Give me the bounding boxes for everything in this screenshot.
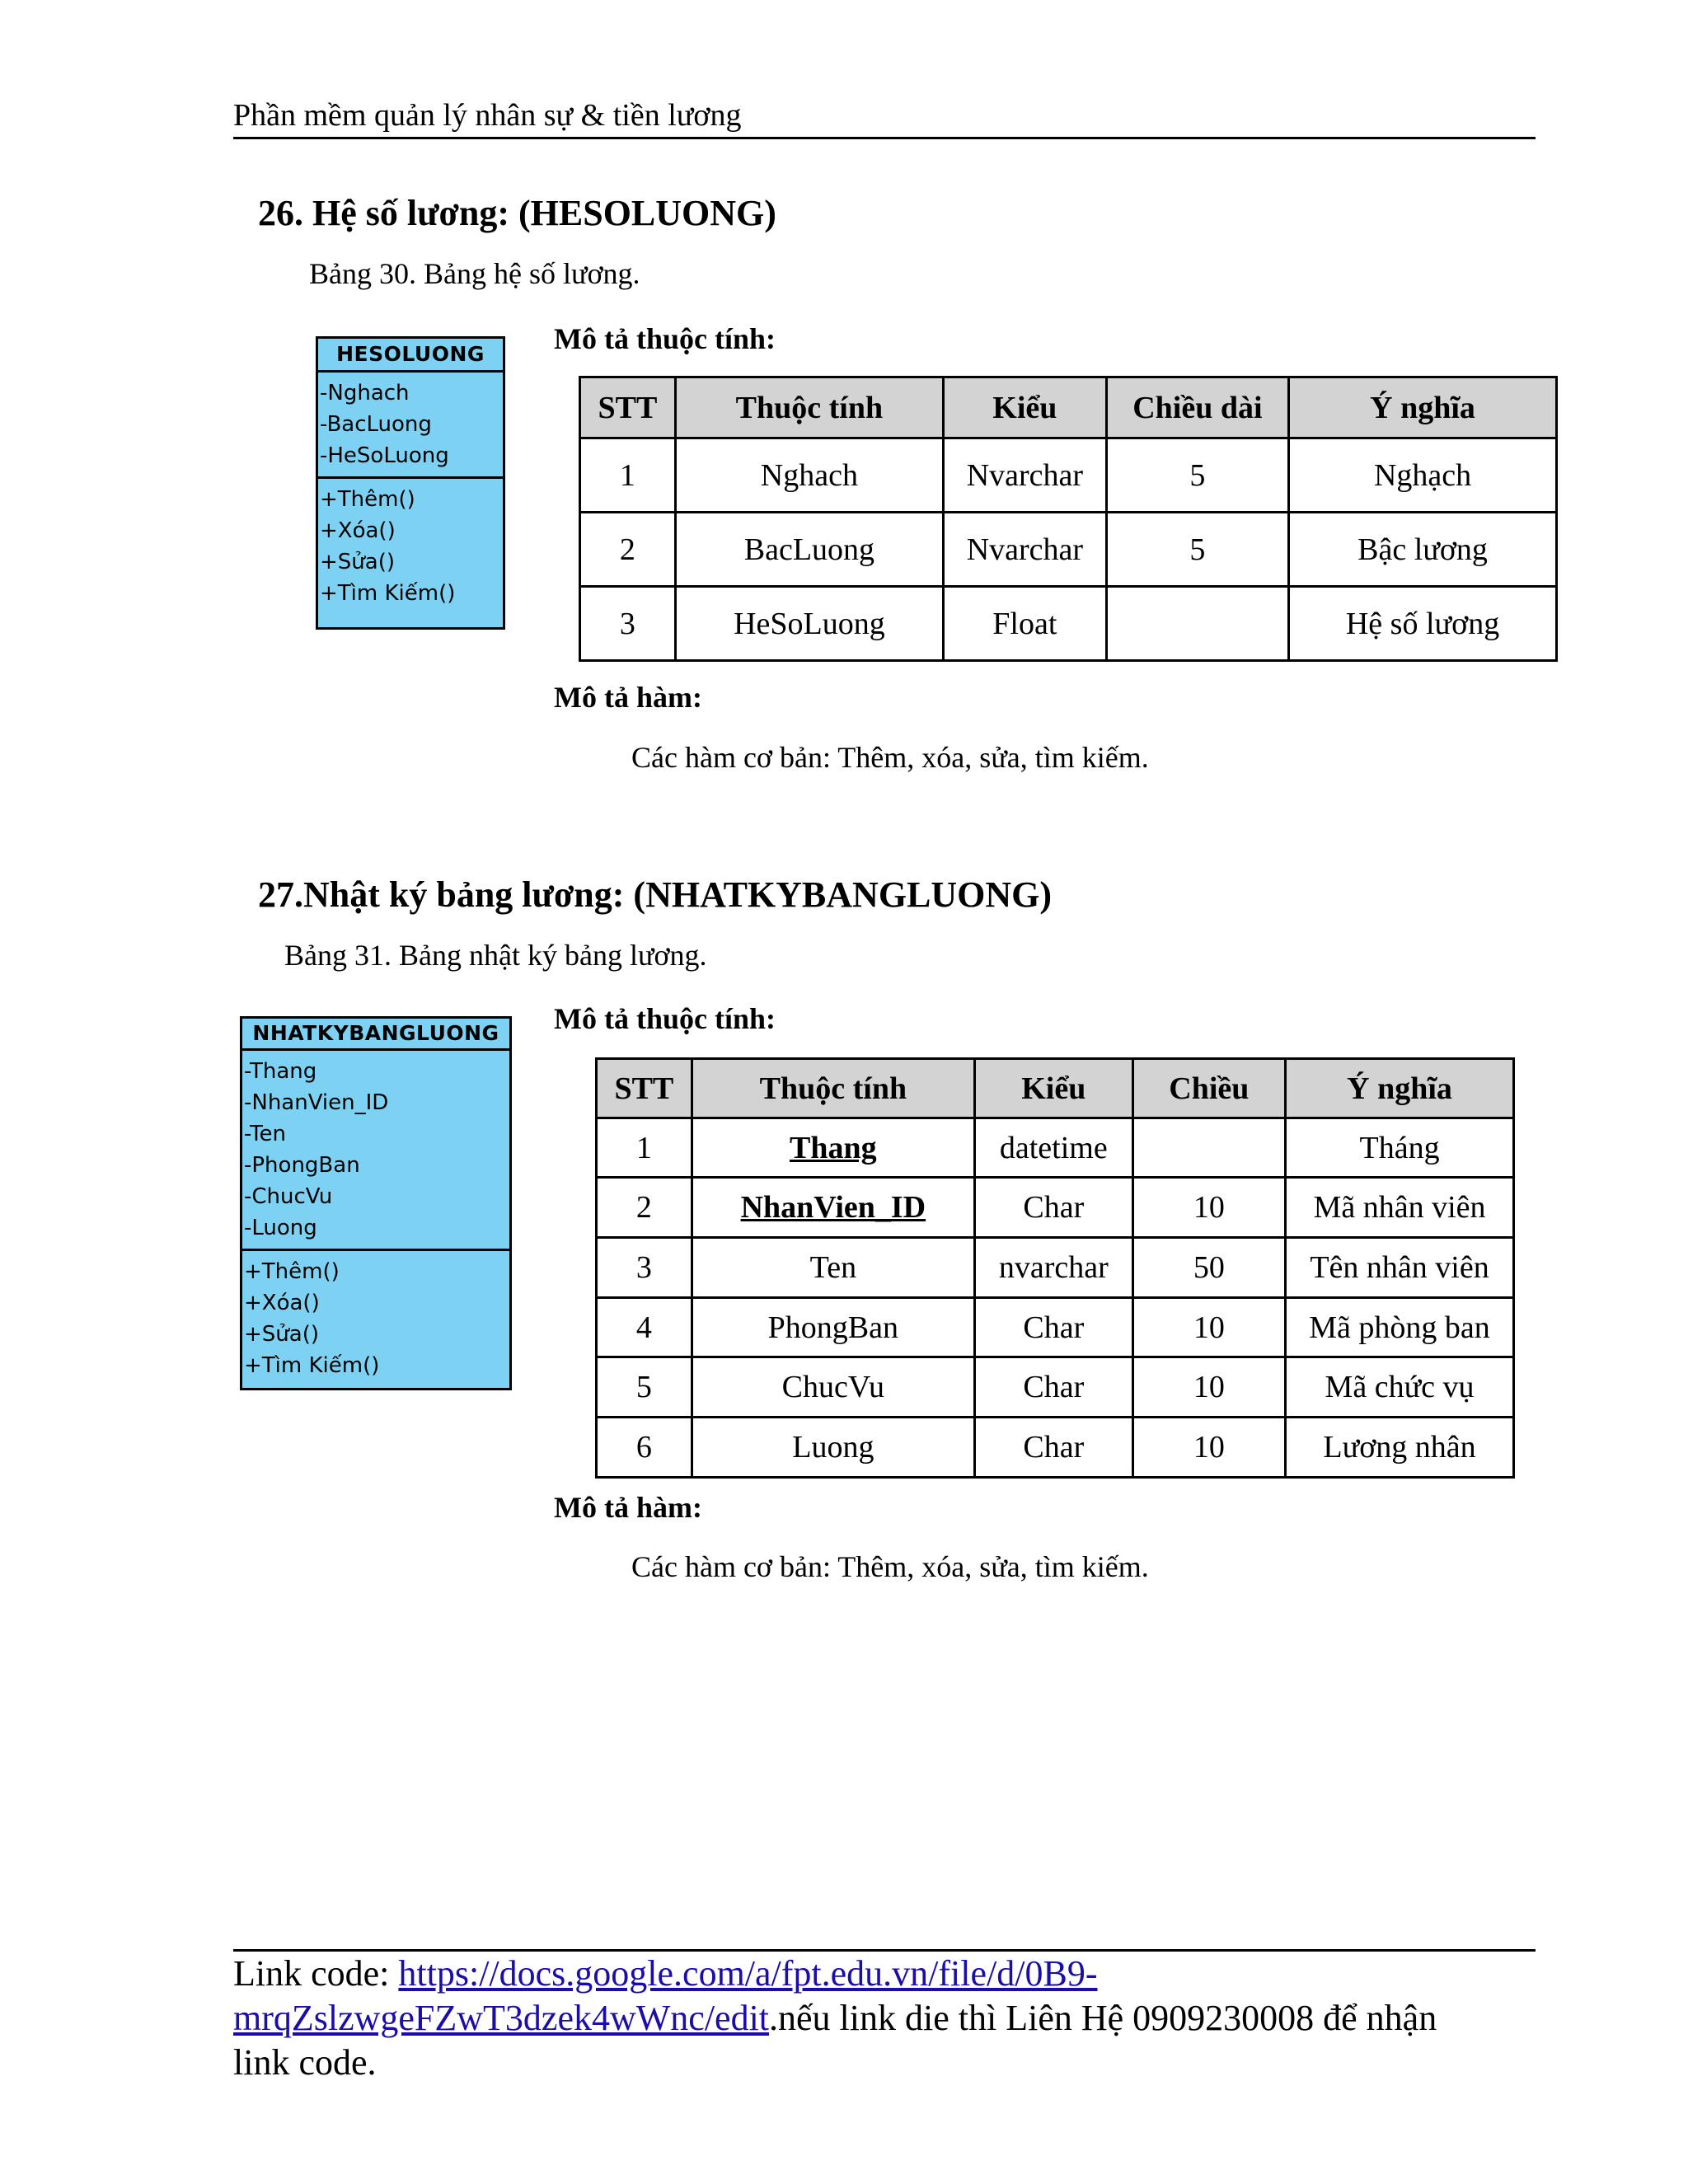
uml-operations xyxy=(318,479,503,614)
uml-attribute: -BacLuong xyxy=(320,412,432,437)
table-header-row xyxy=(597,1059,1514,1118)
cell-stt: 1 xyxy=(597,1118,692,1178)
uml-operations xyxy=(242,1251,509,1386)
cell-attribute: Luong xyxy=(692,1418,974,1478)
footer-line-2 xyxy=(233,1996,1536,2041)
page-header-title: Phần mềm quản lý nhân sự & tiền lương xyxy=(233,98,742,133)
uml-operation: +Sửa() xyxy=(244,1322,319,1347)
col-header-attribute: Thuộc tính xyxy=(675,377,943,438)
cell-length: 50 xyxy=(1132,1238,1285,1298)
uml-operation: +Sửa() xyxy=(320,550,395,574)
col-header-stt: STT xyxy=(597,1059,692,1118)
cell-meaning: Mã nhân viên xyxy=(1286,1178,1514,1238)
col-header-length: Chiều xyxy=(1132,1059,1285,1118)
cell-attribute: HeSoLuong xyxy=(675,587,943,661)
cell-meaning: Mã phòng ban xyxy=(1286,1298,1514,1357)
footer-line-1 xyxy=(233,1952,1536,1996)
uml-attribute: -HeSoLuong xyxy=(320,443,449,468)
uml-attributes xyxy=(242,1051,509,1251)
uml-operation: +Thêm() xyxy=(320,487,415,512)
table-row xyxy=(597,1418,1514,1478)
cell-stt: 1 xyxy=(580,438,676,513)
code-link-part2[interactable]: mrqZslzwgeFZwT3dzek4wWnc/edit xyxy=(233,1998,770,2038)
cell-stt: 5 xyxy=(597,1357,692,1418)
cell-attribute: PhongBan xyxy=(692,1298,974,1357)
cell-stt: 6 xyxy=(597,1418,692,1478)
uml-operation: +Tìm Kiếm() xyxy=(320,581,456,606)
table-caption-31: Bảng 31. Bảng nhật ký bảng lương. xyxy=(284,939,707,972)
section-title-nhatkybangluong: 27.Nhật ký bảng lương: (NHATKYBANGLUONG) xyxy=(258,874,1053,915)
table-row xyxy=(580,438,1557,513)
table-caption-30: Bảng 30. Bảng hệ số lương. xyxy=(309,257,640,290)
uml-attributes xyxy=(318,373,503,479)
section-title-hesoluong: 26. Hệ số lương: (HESOLUONG) xyxy=(258,193,776,233)
cell-stt: 2 xyxy=(580,513,676,587)
table-row xyxy=(597,1357,1514,1418)
code-link-part1[interactable]: https://docs.google.com/a/fpt.edu.vn/file/d/0B9- xyxy=(398,1953,1098,1994)
function-description-heading: Mô tả hàm: xyxy=(554,681,702,714)
cell-attribute: Nghach xyxy=(675,438,943,513)
cell-type: Char xyxy=(974,1178,1132,1238)
link-code-label: Link code: xyxy=(233,1953,399,1994)
cell-meaning: Lương nhân xyxy=(1286,1418,1514,1478)
col-header-stt: STT xyxy=(580,377,676,438)
cell-stt: 3 xyxy=(580,587,676,661)
footer-last-line: link code. xyxy=(233,2042,377,2083)
table-row xyxy=(597,1238,1514,1298)
cell-type: Char xyxy=(974,1298,1132,1357)
table-row xyxy=(580,587,1557,661)
cell-type: nvarchar xyxy=(974,1238,1132,1298)
cell-attribute: Ten xyxy=(692,1238,974,1298)
uml-attribute: -Ten xyxy=(244,1122,286,1146)
cell-meaning: Tên nhân viên xyxy=(1286,1238,1514,1298)
cell-meaning: Tháng xyxy=(1286,1118,1514,1178)
cell-meaning: Hệ số lương xyxy=(1289,587,1557,661)
table-row xyxy=(597,1298,1514,1357)
table-row xyxy=(580,513,1557,587)
cell-attribute-key: NhanVien_ID xyxy=(692,1178,974,1238)
cell-attribute: BacLuong xyxy=(675,513,943,587)
cell-type: datetime xyxy=(974,1118,1132,1178)
uml-class-nhatkybangluong xyxy=(240,1016,512,1390)
uml-attribute: -Nghach xyxy=(320,381,410,405)
cell-length: 10 xyxy=(1132,1418,1285,1478)
attribute-table-hesoluong xyxy=(579,376,1558,662)
uml-operation: +Tìm Kiếm() xyxy=(244,1353,380,1378)
uml-attribute: -PhongBan xyxy=(244,1153,360,1178)
cell-type: Float xyxy=(944,587,1107,661)
cell-length xyxy=(1132,1118,1285,1178)
cell-meaning: Mã chức vụ xyxy=(1286,1357,1514,1418)
function-description-text: Các hàm cơ bản: Thêm, xóa, sửa, tìm kiếm. xyxy=(631,1550,1149,1583)
cell-stt: 3 xyxy=(597,1238,692,1298)
cell-attribute: ChucVu xyxy=(692,1357,974,1418)
cell-length: 10 xyxy=(1132,1357,1285,1418)
function-description-heading: Mô tả hàm: xyxy=(554,1491,702,1524)
table-row xyxy=(597,1118,1514,1178)
uml-class-name: HESOLUONG xyxy=(318,339,503,373)
cell-length: 10 xyxy=(1132,1298,1285,1357)
cell-length: 5 xyxy=(1106,513,1288,587)
function-description-text: Các hàm cơ bản: Thêm, xóa, sửa, tìm kiếm. xyxy=(631,741,1149,774)
cell-type: Nvarchar xyxy=(944,438,1107,513)
footer-contact-text: .nếu link die thì Liên Hệ 0909230008 để nhận xyxy=(769,1998,1437,2038)
cell-length: 5 xyxy=(1106,438,1288,513)
uml-class-hesoluong xyxy=(316,336,505,630)
table-row xyxy=(597,1178,1514,1238)
uml-attribute: -ChucVu xyxy=(244,1184,333,1209)
col-header-length: Chiều dài xyxy=(1106,377,1288,438)
uml-operation: +Thêm() xyxy=(244,1259,340,1284)
col-header-meaning: Ý nghĩa xyxy=(1289,377,1557,438)
cell-stt: 2 xyxy=(597,1178,692,1238)
table-header-row xyxy=(580,377,1557,438)
col-header-meaning: Ý nghĩa xyxy=(1286,1059,1514,1118)
cell-type: Char xyxy=(974,1357,1132,1418)
uml-class-name: NHATKYBANGLUONG xyxy=(242,1019,509,1051)
uml-attribute: -Thang xyxy=(244,1059,317,1084)
cell-type: Nvarchar xyxy=(944,513,1107,587)
col-header-type: Kiểu xyxy=(974,1059,1132,1118)
col-header-attribute: Thuộc tính xyxy=(692,1059,974,1118)
cell-meaning: Bậc lương xyxy=(1289,513,1557,587)
col-header-type: Kiểu xyxy=(944,377,1107,438)
cell-length: 10 xyxy=(1132,1178,1285,1238)
cell-stt: 4 xyxy=(597,1298,692,1357)
attr-description-heading: Mô tả thuộc tính: xyxy=(554,322,776,355)
attribute-table-nhatkybangluong xyxy=(595,1057,1515,1479)
attr-description-heading: Mô tả thuộc tính: xyxy=(554,1002,776,1035)
uml-attribute: -Luong xyxy=(244,1216,317,1240)
cell-type: Char xyxy=(974,1418,1132,1478)
uml-operation: +Xóa() xyxy=(320,518,396,543)
cell-attribute-key: Thang xyxy=(692,1118,974,1178)
uml-operation: +Xóa() xyxy=(244,1291,320,1315)
uml-attribute: -NhanVien_ID xyxy=(244,1090,389,1115)
header-rule xyxy=(233,137,1536,139)
cell-length xyxy=(1106,587,1288,661)
cell-meaning: Nghạch xyxy=(1289,438,1557,513)
footer-link-paragraph xyxy=(233,1952,1536,2085)
